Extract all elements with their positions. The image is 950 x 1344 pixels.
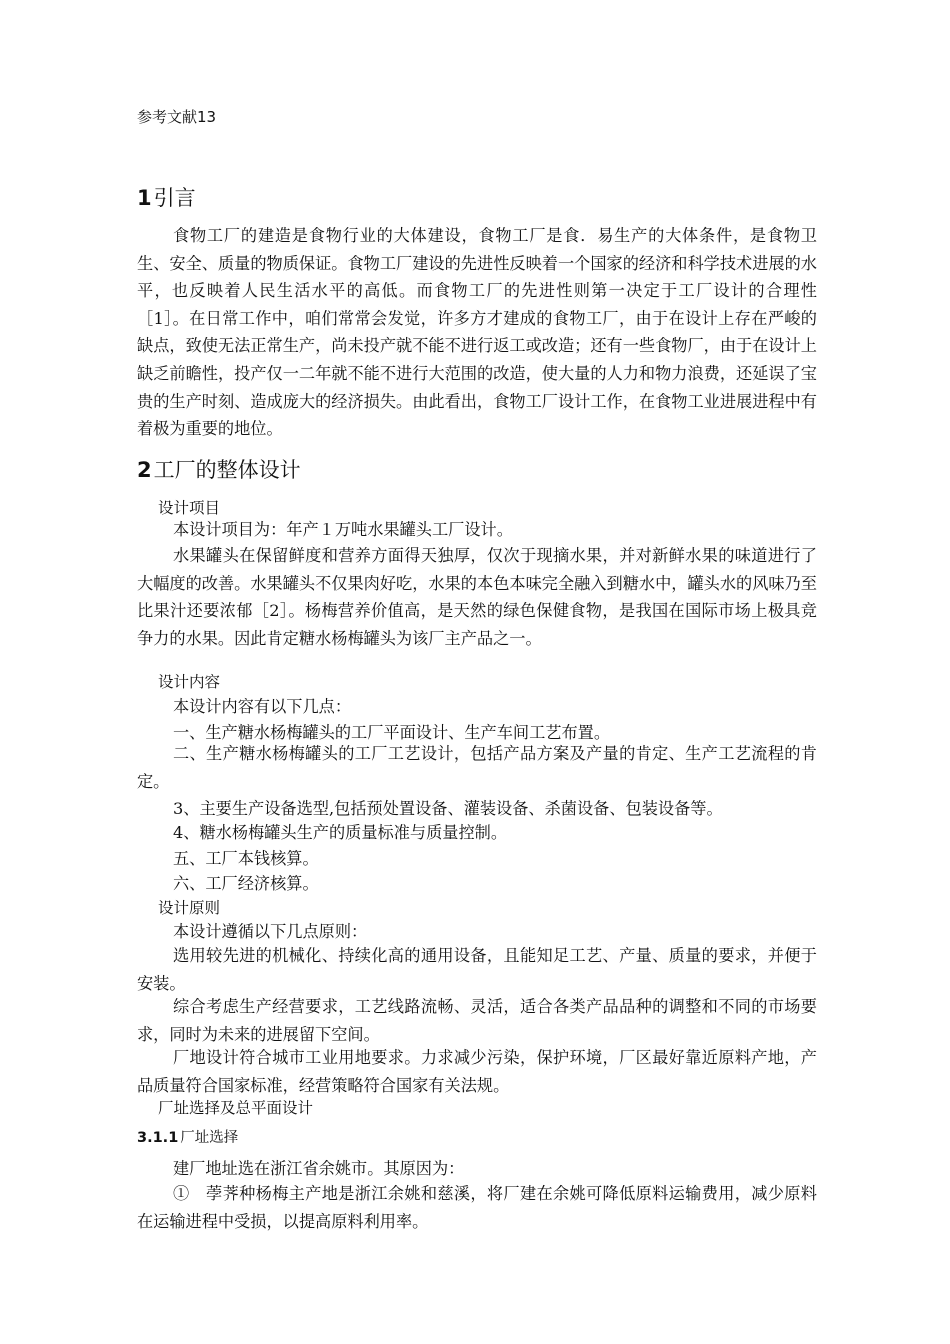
design-principles-intro: 本设计遵循以下几点原则： [173,922,368,941]
design-content-label: 设计内容 [158,673,221,691]
section-1-paragraph: 食物工厂的建造是食物行业的大体建设，食物工厂是食．易生产的大体条件，是食物卫生、安全、质量的物质保证。食物工厂建设的先进性反映着一个国家的经济和科学技术进展的水平，也反映着人民生活水平的高低。而食物工厂的先进性则第一决定于工厂设计的合理性［1］。在日常工作中，咱们常常会发觉，许多方才建成的食物工厂，由于在设计上存在严峻的缺点，致使无法正常生产，尚未投产就不能不进行返工或改造；还有一些食物厂，由于在设计上缺乏前瞻性，投产仅一二年就不能不进行大范围的改造，使大量的人力和物力浪费，还延误了宝贵的生产时刻、造成庞大的经济损失。由此看出，食物工厂设计工作，在食物工业进展进程中有着极为重要的地位。 [137,226,817,439]
design-content-item-2: 二、生产糖水杨梅罐头的工厂工艺设计，包括产品方案及产量的肯定、生产工艺流程的肯定。 [137,744,817,791]
site-subheading-title: 厂址选择 [180,1130,239,1146]
design-content-item-1: 一、生产糖水杨梅罐头的工厂平面设计、生产车间工艺布置。 [173,723,611,742]
section-1-number: 1 [137,186,152,210]
design-content-item-5: 五、工厂本钱核算。 [173,849,319,868]
design-content-item-6: 六、工厂经济核算。 [173,874,319,893]
site-selection-label: 厂址选择及总平面设计 [158,1099,314,1117]
site-subheading-number: 3.1.1 [137,1130,179,1146]
section-1-title: 引言 [153,186,196,210]
design-project-paragraph: 水果罐头在保留鲜度和营养方面得天独厚，仅次于现摘水果，并对新鲜水果的味道进行了大幅度的改善。水果罐头不仅果肉好吃，水果的本色本味完全融入到糖水中，罐头水的风味乃至比果汁还要浓郁［2］。杨梅营养价值高，是天然的绿色保健食物，是我国在国际市场上极具竞争力的水果。因此肯定糖水杨梅罐头为该厂主产品之一。 [137,546,817,648]
design-principles-label: 设计原则 [158,899,221,917]
design-content-intro: 本设计内容有以下几点： [173,697,352,716]
design-project-label: 设计项目 [158,499,221,517]
site-selection-reason-1: ① 荸荠种杨梅主产地是浙江余姚和慈溪，将厂建在余姚可降低原料运输费用，减少原料在运输进程中受损，以提高原料利用率。 [137,1184,817,1231]
design-content-item-3: 3、主要生产设备选型,包括预处置设备、灌装设备、杀菌设备、包装设备等。 [173,799,723,818]
section-2-number: 2 [137,458,152,482]
design-principles-2: 综合考虑生产经营要求，工艺线路流畅、灵活，适合各类产品品种的调整和不同的市场要求，同时为未来的进展留下空间。 [137,997,817,1044]
toc-references-entry: 参考文献13 [137,108,217,126]
design-principles-3: 厂地设计符合城市工业用地要求。力求减少污染，保护环境，厂区最好靠近原料产地，产品质量符合国家标准，经营策略符合国家有关法规。 [137,1048,817,1095]
site-selection-subheading [137,1127,238,1149]
design-content-item-4: 4、糖水杨梅罐头生产的质量标准与质量控制。 [173,823,508,842]
design-principles-1: 选用较先进的机械化、持续化高的通用设备，且能知足工艺、产量、质量的要求，并便于安装。 [137,946,817,993]
section-2-heading [137,456,301,484]
site-selection-intro: 建厂地址选在浙江省余姚市。其原因为： [173,1159,465,1178]
section-2-title: 工厂的整体设计 [153,458,301,482]
design-project-line: 本设计项目为：年产１万吨水果罐头工厂设计。 [173,520,513,539]
section-1-heading [137,184,196,212]
